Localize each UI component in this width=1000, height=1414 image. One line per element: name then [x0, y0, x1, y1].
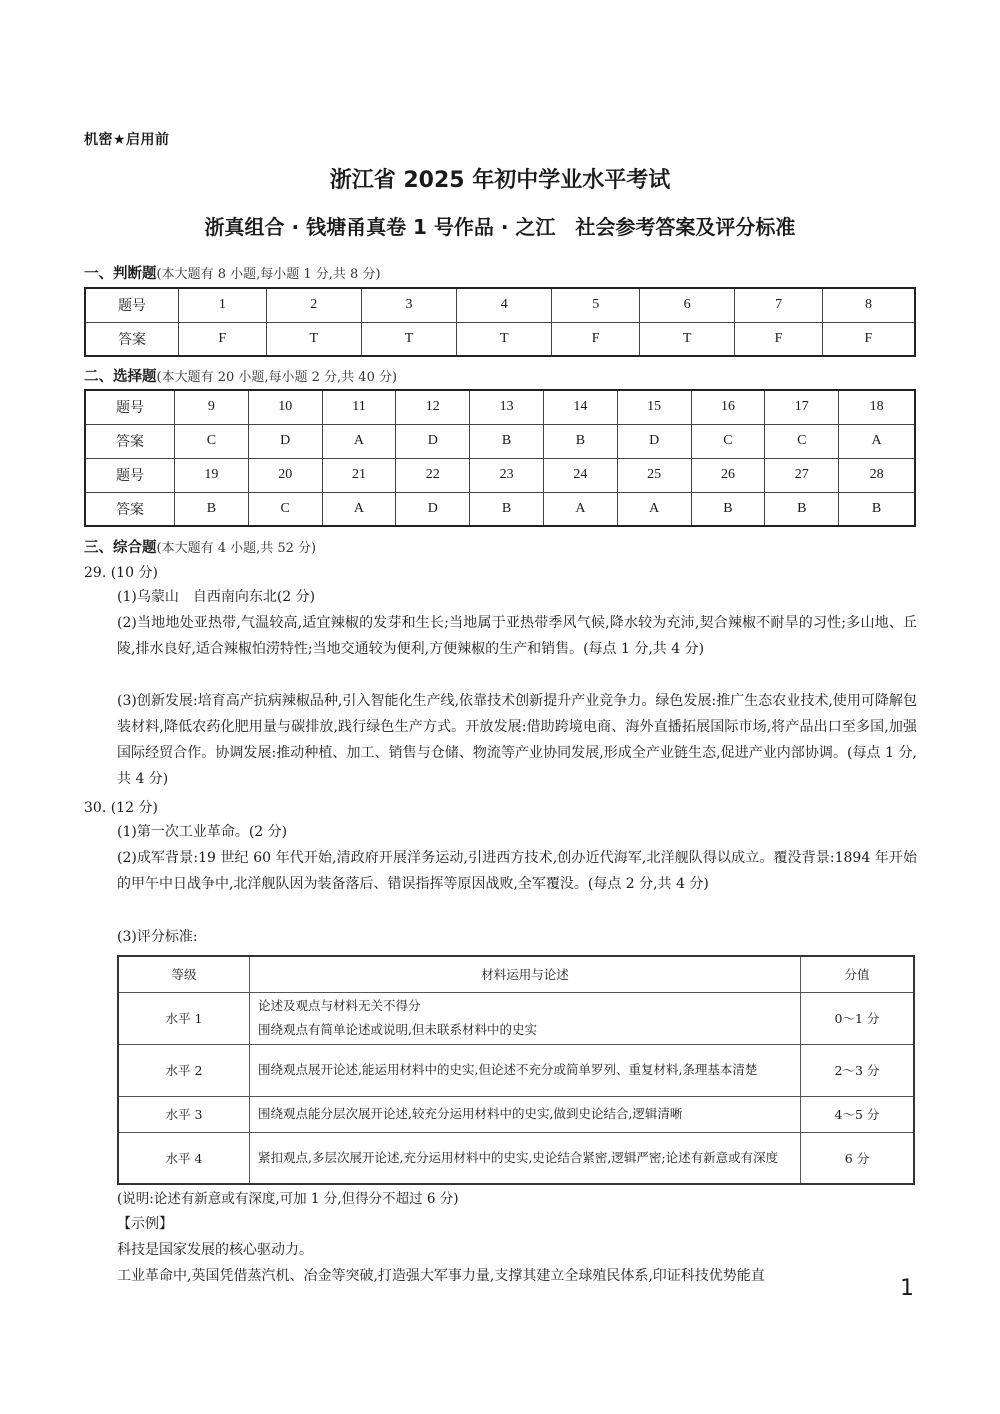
- question-number: 8: [822, 288, 915, 322]
- answer-cell: A: [322, 492, 396, 526]
- answer-cell: T: [640, 322, 735, 356]
- rubric-row: [118, 1132, 914, 1184]
- rubric-desc-line: 论述及观点与材料无关不得分: [258, 998, 421, 1013]
- answer-cell: T: [361, 322, 456, 356]
- confidential-mark: 机密★启用前: [84, 132, 170, 148]
- question-number: 9: [175, 390, 249, 424]
- row-label: 题号: [85, 288, 179, 322]
- question-number: 26: [691, 458, 765, 492]
- answer-cell: T: [457, 322, 552, 356]
- grading-rubric-table: [117, 955, 915, 1185]
- question-number: 22: [396, 458, 470, 492]
- rubric-desc: [250, 992, 801, 1044]
- rubric-score: 6 分: [801, 1132, 915, 1184]
- answer-cell: T: [266, 322, 361, 356]
- q30-part1: (1)第一次工业革命。(2 分): [117, 824, 288, 840]
- rubric-score: 4～5 分: [801, 1096, 915, 1132]
- answer-cell: B: [691, 492, 765, 526]
- example-label: 【示例】: [117, 1216, 173, 1232]
- question-number: 25: [617, 458, 691, 492]
- question-number: 4: [457, 288, 552, 322]
- answer-cell: F: [735, 322, 823, 356]
- section3-note: (本大题有 4 小题,共 52 分): [156, 541, 317, 556]
- section2-title: 二、选择题: [84, 369, 157, 385]
- question-number: 13: [470, 390, 544, 424]
- q29-part3: (3)创新发展:培育高产抗病辣椒品种,引入智能化生产线,依靠技术创新提升产业竞争力。绿色发展:推广生态农业技术,使用可降解包装材料,降低农药化肥用量与碳排放,践行绿色生产方式。开放发展:借助跨境电商、海外直播拓展国际市场,将产品出口至多国,加强国际经贸合作。协调发展:推动种植、加工、销售与仓储、物流等产业协同发展,形成全产业链生态,促进产业内部协调。(每点 1 分,共 4 分): [117, 693, 917, 787]
- rubric-row: [118, 1044, 914, 1096]
- choice-answer-row: [85, 424, 915, 458]
- answer-cell: C: [175, 424, 249, 458]
- choice-answer-table: [84, 389, 916, 527]
- section1-title: 一、判断题: [84, 266, 157, 282]
- section2-heading: [84, 365, 397, 386]
- answer-cell: D: [248, 424, 322, 458]
- row-label: 题号: [85, 458, 175, 492]
- answer-cell: C: [691, 424, 765, 458]
- example-paragraph: 工业革命中,英国凭借蒸汽机、冶金等突破,打造强大军事力量,支撑其建立全球殖民体系,印证科技优势能直: [117, 1268, 765, 1284]
- section1-heading: [84, 262, 381, 283]
- section3-heading: [84, 536, 316, 557]
- answer-cell: D: [396, 492, 470, 526]
- rubric-score: 2～3 分: [801, 1044, 915, 1096]
- question-number: 5: [552, 288, 640, 322]
- section3-title: 三、综合题: [84, 540, 157, 556]
- judgment-answer-table: [84, 287, 916, 357]
- question-number: 7: [735, 288, 823, 322]
- answer-cell: F: [822, 322, 915, 356]
- q29-number: 29. (10 分): [84, 565, 158, 581]
- choice-number-row: [85, 390, 915, 424]
- rubric-desc: 围绕观点能分层次展开论述,较充分运用材料中的史实,做到史论结合,逻辑清晰: [250, 1096, 801, 1132]
- answer-cell: A: [839, 424, 915, 458]
- page-number: 1: [900, 1276, 914, 1301]
- rubric-header-desc: 材料运用与论述: [250, 956, 801, 992]
- rubric-header-level: 等级: [118, 956, 250, 992]
- answer-cell: F: [552, 322, 640, 356]
- choice-number-row: [85, 458, 915, 492]
- rubric-level: 水平 1: [118, 992, 250, 1044]
- q29-part1: (1)乌蒙山 自西南向东北(2 分): [117, 589, 316, 605]
- answer-cell: B: [765, 492, 839, 526]
- question-number: 12: [396, 390, 470, 424]
- section1-note: (本大题有 8 小题,每小题 1 分,共 8 分): [156, 267, 381, 282]
- rubric-header-score: 分值: [801, 956, 915, 992]
- judgment-number-row: [85, 288, 915, 322]
- question-number: 1: [179, 288, 267, 322]
- rubric-desc: 紧扣观点,多层次展开论述,充分运用材料中的史实,史论结合紧密,逻辑严密;论述有新意或有深度: [250, 1132, 801, 1184]
- rubric-row: [118, 1096, 914, 1132]
- question-number: 16: [691, 390, 765, 424]
- judgment-answer-row: [85, 322, 915, 356]
- row-label: 答案: [85, 322, 179, 356]
- row-label: 答案: [85, 492, 175, 526]
- rubric-desc: 围绕观点展开论述,能运用材料中的史实,但论述不充分或简单罗列、重复材料,条理基本清楚: [250, 1044, 801, 1096]
- answer-key-subtitle: 浙真组合 · 钱塘甬真卷 1 号作品 · 之江 社会参考答案及评分标准: [204, 215, 796, 239]
- answer-cell: A: [543, 492, 617, 526]
- rubric-score: 0～1 分: [801, 992, 915, 1044]
- q30-number: 30. (12 分): [84, 800, 158, 816]
- question-number: 17: [765, 390, 839, 424]
- question-number: 24: [543, 458, 617, 492]
- answer-cell: F: [179, 322, 267, 356]
- answer-cell: B: [543, 424, 617, 458]
- question-number: 2: [266, 288, 361, 322]
- rubric-row: [118, 992, 914, 1044]
- question-number: 28: [839, 458, 915, 492]
- rubric-level: 水平 4: [118, 1132, 250, 1184]
- example-thesis: 科技是国家发展的核心驱动力。: [117, 1242, 313, 1258]
- question-number: 10: [248, 390, 322, 424]
- question-number: 19: [175, 458, 249, 492]
- question-number: 21: [322, 458, 396, 492]
- question-number: 20: [248, 458, 322, 492]
- question-number: 14: [543, 390, 617, 424]
- answer-cell: B: [470, 492, 544, 526]
- q29-part2: (2)当地地处亚热带,气温较高,适宜辣椒的发芽和生长;当地属于亚热带季风气候,降水较为充沛,契合辣椒不耐旱的习性;多山地、丘陵,排水良好,适合辣椒怕涝特性;当地交通较为便利,方便辣椒的生产和销售。(每点 1 分,共 4 分): [117, 615, 917, 657]
- rubric-explanation: (说明:论述有新意或有深度,可加 1 分,但得分不超过 6 分): [117, 1191, 459, 1207]
- question-number: 27: [765, 458, 839, 492]
- question-number: 11: [322, 390, 396, 424]
- row-label: 题号: [85, 390, 175, 424]
- answer-cell: B: [175, 492, 249, 526]
- rubric-level: 水平 2: [118, 1044, 250, 1096]
- question-number: 15: [617, 390, 691, 424]
- answer-cell: A: [617, 492, 691, 526]
- answer-cell: A: [322, 424, 396, 458]
- q30-part3: (3)评分标准:: [117, 929, 198, 945]
- section2-note: (本大题有 20 小题,每小题 2 分,共 40 分): [156, 370, 398, 385]
- exam-title: 浙江省 2025 年初中学业水平考试: [329, 168, 671, 193]
- question-number: 23: [470, 458, 544, 492]
- answer-cell: B: [839, 492, 915, 526]
- question-number: 3: [361, 288, 456, 322]
- rubric-desc-line: 围绕观点有简单论述或说明,但未联系材料中的史实: [258, 1022, 537, 1037]
- answer-cell: B: [470, 424, 544, 458]
- choice-answer-row: [85, 492, 915, 526]
- answer-cell: D: [617, 424, 691, 458]
- question-number: 18: [839, 390, 915, 424]
- answer-cell: C: [765, 424, 839, 458]
- row-label: 答案: [85, 424, 175, 458]
- rubric-header-row: [118, 956, 914, 992]
- answer-cell: C: [248, 492, 322, 526]
- q30-part2: (2)成军背景:19 世纪 60 年代开始,清政府开展洋务运动,引进西方技术,创办近代海军,北洋舰队得以成立。覆没背景:1894 年开始的甲午中日战争中,北洋舰队因为装备落后、错误指挥等原因战败,全军覆没。(每点 2 分,共 4 分): [117, 850, 917, 892]
- answer-cell: D: [396, 424, 470, 458]
- rubric-level: 水平 3: [118, 1096, 250, 1132]
- question-number: 6: [640, 288, 735, 322]
